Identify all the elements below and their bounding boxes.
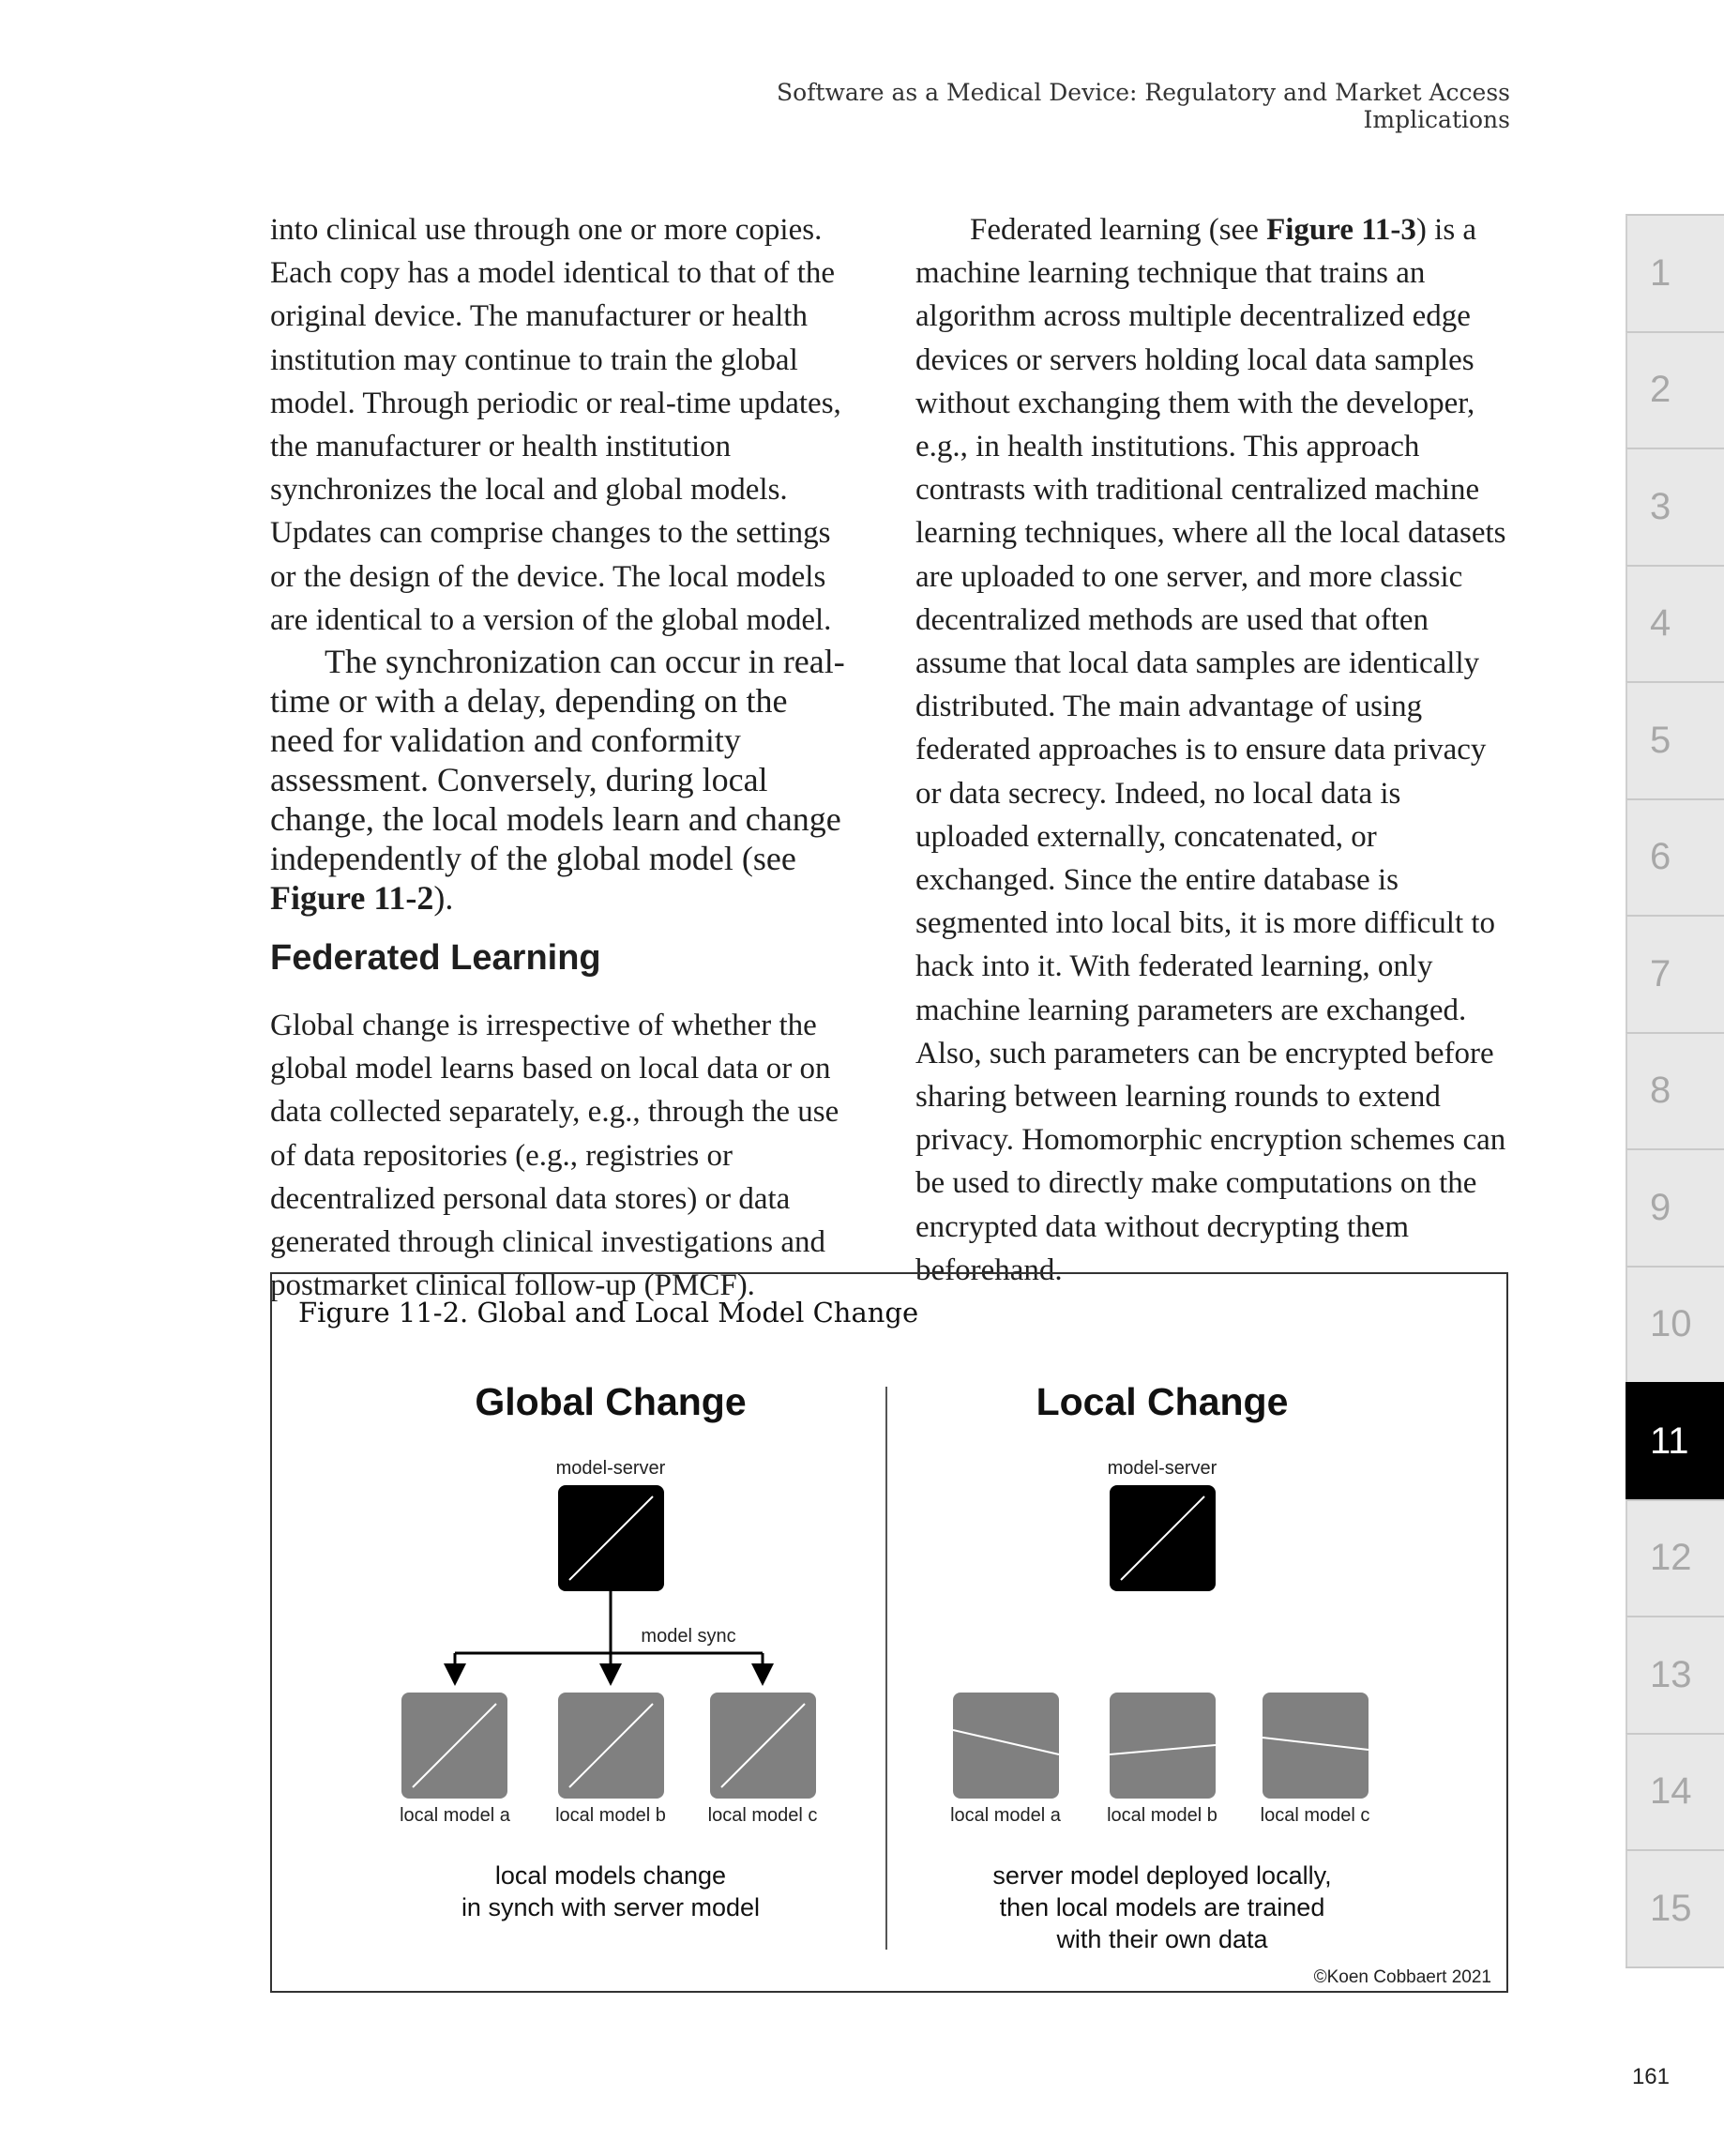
left-column	[270, 208, 856, 1307]
paragraph: Global change is irrespective of whether the global model learns based on local data or on data collected separately, e.g., through the use of data repositories (e.g., registries or decentralized personal data stores) or data generated through clinical investigations and postmarket clinical follow-up (PMCF).	[270, 1009, 839, 1303]
figure-reference-link[interactable]: Figure 11-2	[270, 879, 434, 918]
global-server-icon	[558, 1485, 664, 1591]
chapter-tab-5[interactable]: 5	[1626, 681, 1724, 798]
global-change-title: Global Change	[475, 1380, 747, 1423]
local-local-model-b-label: local model b	[1107, 1805, 1217, 1826]
local-local-model-a-icon	[953, 1693, 1059, 1799]
figure-diagram	[272, 1274, 1506, 1991]
chapter-tab-10[interactable]: 10	[1626, 1266, 1724, 1383]
global-local-model-c-label: local model c	[707, 1805, 818, 1826]
local-description-line1: server model deployed locally,	[992, 1861, 1332, 1890]
global-local-model-a-icon	[401, 1693, 507, 1799]
global-local-model-a-label: local model a	[400, 1805, 510, 1826]
local-server-label: model-server	[1107, 1458, 1217, 1479]
chapter-tab-6[interactable]: 6	[1626, 798, 1724, 916]
local-local-model-c-icon	[1263, 1693, 1369, 1799]
chapter-tab-12[interactable]: 12	[1626, 1499, 1724, 1617]
chapter-tab-15[interactable]: 15	[1626, 1849, 1724, 1966]
chapter-tab-7[interactable]: 7	[1626, 915, 1724, 1032]
chapter-tab-4[interactable]: 4	[1626, 565, 1724, 682]
right-column	[915, 208, 1516, 1292]
global-description-line1: local models change	[494, 1861, 727, 1890]
global-server-label: model-server	[555, 1458, 666, 1479]
local-description-line2: then local models are trained	[999, 1893, 1325, 1921]
model-sync-label: model sync	[641, 1626, 736, 1647]
global-local-model-c-icon	[710, 1693, 816, 1799]
chapter-tab-3[interactable]: 3	[1626, 448, 1724, 565]
chapter-tab-8[interactable]: 8	[1626, 1032, 1724, 1149]
paragraph: into clinical use through one or more copies. Each copy has a model identical to that of the original device. The manufacturer or health institution may continue to train the global model. Through periodic or real-time updates, the manufacturer or health institution synchronizes the local and global models. Updates can comprise changes to the settings or the design of the device. The local models are identical to a version of the global model.	[270, 213, 841, 637]
local-local-model-b-icon	[1110, 1693, 1216, 1799]
local-server-icon	[1110, 1485, 1216, 1591]
page-number: 161	[1631, 2064, 1670, 2089]
paragraph-text: ) is a machine learning technique that trains an algorithm across multiple decentralized edge devices or servers holding local data samples without exchanging them with the developer, e.g., in health institutions. This approach contrasts with traditional centralized machine learning techniques, where all the local datasets are uploaded to one server, and more classic decentralized methods are used that often assume that local data samples are identically distributed. The main advantage of using federated approaches is to ensure data privacy or data secrecy. Indeed, no local data is uploaded externally, concatenated, or exchanged. Since the entire database is segmented into local bits, it is more difficult to hack into it. With federated learning, only machine learning parameters are exchanged. Also, such parameters can be encrypted before sharing between learning rounds to extend privacy. Homomorphic encryption schemes can be used to directly make computations on the encrypted data without decrypting them beforehand.	[915, 213, 1506, 1287]
local-description-line3: with their own data	[1056, 1925, 1268, 1953]
chapter-tab-11-active[interactable]: 11	[1626, 1382, 1724, 1499]
figure-reference-link[interactable]: Figure 11-3	[1266, 213, 1416, 247]
chapter-tab-1[interactable]: 1	[1626, 214, 1724, 331]
global-local-model-b-icon	[558, 1693, 664, 1799]
tabs-bottom-border	[1626, 1966, 1724, 1968]
paragraph	[270, 642, 856, 918]
paragraph-text: The synchronization can occur in real-time or with a delay, depending on the need for validation and conformity assessment. Conversely, during local change, the local models learn and change independently of the global model (see	[270, 643, 845, 878]
chapter-tab-9[interactable]: 9	[1626, 1148, 1724, 1266]
local-change-title: Local Change	[1036, 1380, 1289, 1423]
chapter-tab-13[interactable]: 13	[1626, 1616, 1724, 1733]
figure-caption: Figure 11-2. Global and Local Model Change	[298, 1297, 919, 1329]
paragraph-text: ).	[433, 879, 454, 918]
chapter-tab-2[interactable]: 2	[1626, 331, 1724, 448]
global-local-model-b-label: local model b	[555, 1805, 666, 1826]
local-local-model-c-label: local model c	[1260, 1805, 1370, 1826]
chapter-tabs	[1626, 214, 1724, 1968]
section-heading: Federated Learning	[270, 938, 601, 979]
paragraph-text: Federated learning (see	[970, 213, 1267, 247]
local-local-model-a-label: local model a	[950, 1805, 1061, 1826]
global-description-line2: in synch with server model	[461, 1893, 761, 1921]
paragraph	[915, 208, 1516, 1292]
copyright-notice: ©Koen Cobbaert 2021	[1313, 1967, 1491, 1987]
figure-11-2	[270, 1272, 1508, 1993]
chapter-tab-14[interactable]: 14	[1626, 1733, 1724, 1850]
running-header: Software as a Medical Device: Regulatory and Market Access Implications	[777, 79, 1510, 133]
